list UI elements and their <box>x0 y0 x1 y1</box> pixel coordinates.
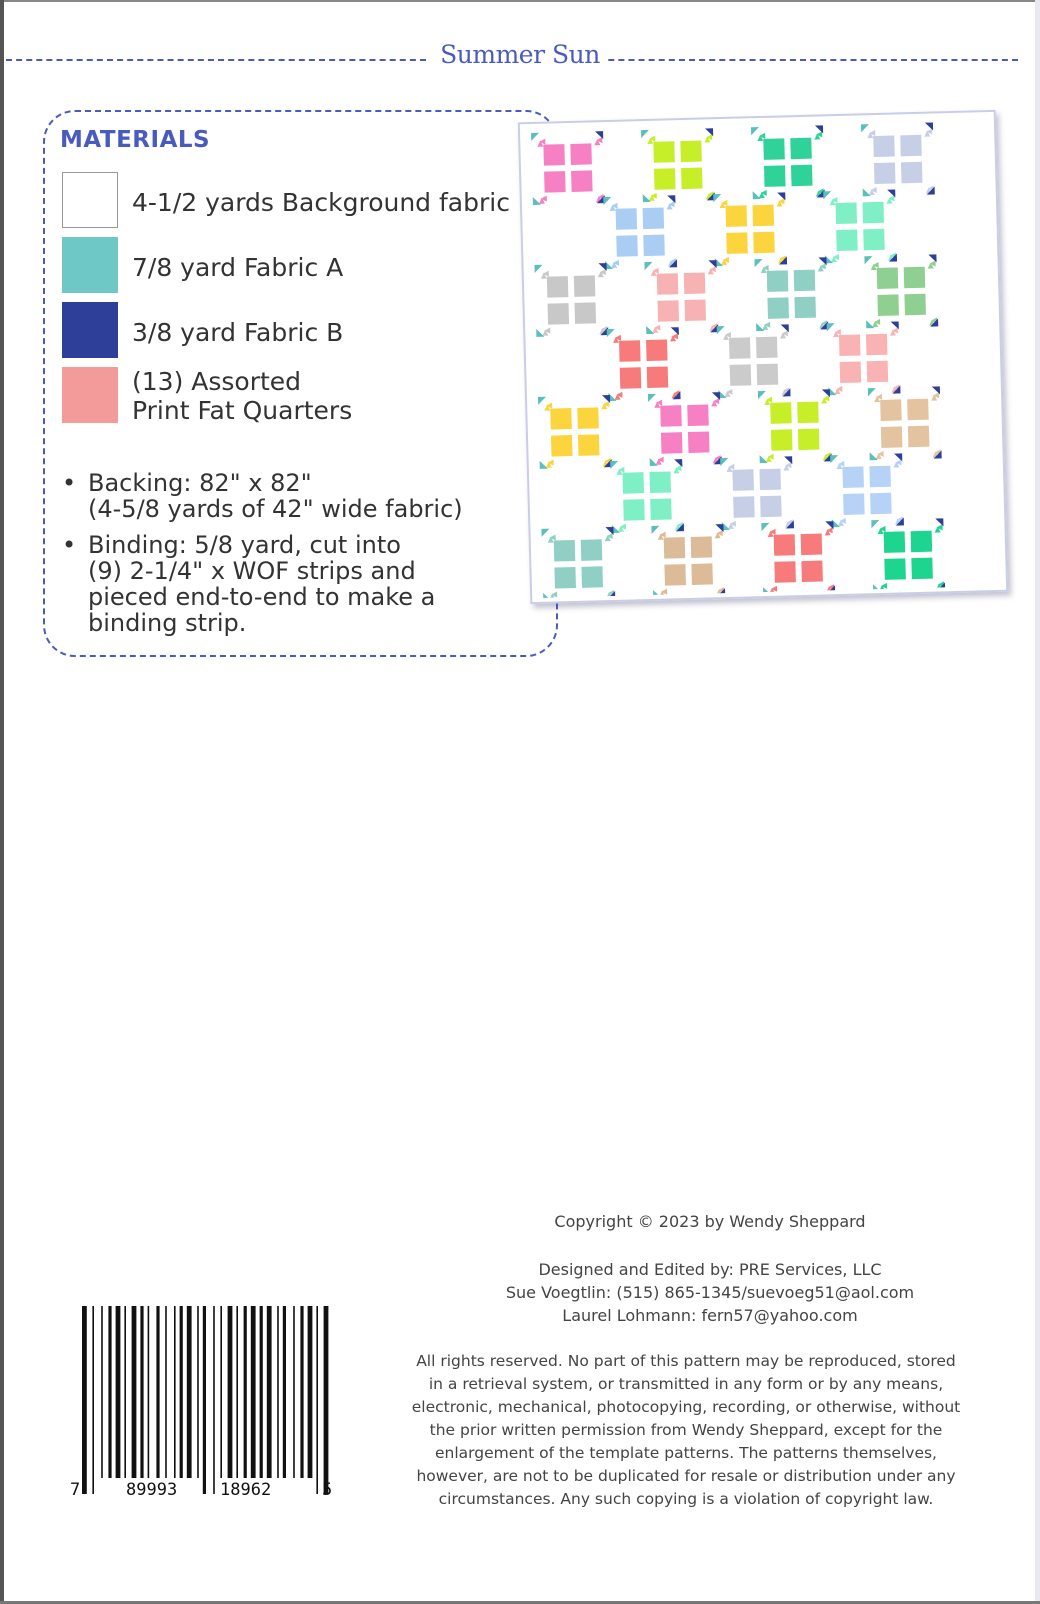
quilt-block <box>861 122 935 196</box>
barcode-bar <box>156 1306 159 1478</box>
barcode-bar <box>92 1306 94 1494</box>
barcode-bar <box>283 1306 286 1478</box>
barcode-bar <box>174 1306 176 1478</box>
quilt-block <box>607 327 681 401</box>
quilt-block <box>644 260 718 334</box>
barcode-bar <box>324 1306 329 1494</box>
quilt-block <box>610 459 684 533</box>
copyright-text: Copyright © 2023 by Wendy Sheppard <box>554 1212 866 1231</box>
quilt-svg <box>520 112 1002 598</box>
materials-notes <box>62 470 542 646</box>
barcode-bar <box>316 1306 318 1494</box>
barcode-group-left: 89993 <box>126 1480 178 1500</box>
quilt-block <box>531 131 605 205</box>
barcode-digit-last: 5 <box>322 1480 333 1500</box>
bullet-backing <box>62 470 542 522</box>
rights-line: however, are not to be duplicated for resale or distribution under any <box>416 1467 956 1485</box>
quilt-block <box>720 456 794 530</box>
barcode-bar <box>82 1306 87 1494</box>
credit-line: Laurel Lohmann: fern57@yahoo.com <box>562 1306 858 1325</box>
quilt-block <box>603 195 677 269</box>
barcode-bar <box>213 1306 215 1494</box>
material-label-line2: Print Fat Quarters <box>132 396 353 425</box>
rights-line: the prior written permission from Wendy Sheppard, except for the <box>429 1421 943 1439</box>
quilt-block <box>864 254 938 328</box>
swatch-fabric-a <box>62 237 118 293</box>
barcode-bar <box>165 1306 167 1478</box>
quilt-block <box>648 392 722 466</box>
bullet-binding <box>62 532 542 636</box>
quilt-block <box>754 257 828 331</box>
quilt-block <box>651 524 725 598</box>
rights-notice <box>376 1350 996 1511</box>
barcode-bar <box>244 1306 247 1478</box>
quilt-block <box>827 321 901 395</box>
credit-line: Sue Voegtlin: (515) 865-1345/suevoeg51@aol.com <box>505 1283 915 1302</box>
swatch-fat-quarters <box>62 367 118 423</box>
barcode-bar <box>228 1306 233 1478</box>
page-edge-top <box>0 0 1040 2</box>
barcode-bar <box>187 1306 192 1478</box>
material-label: (13) Assorted <box>132 367 302 396</box>
barcode-bar <box>300 1306 303 1478</box>
quilt-block <box>761 521 835 595</box>
barcode-bar <box>220 1306 222 1478</box>
quilt-block <box>538 395 612 469</box>
page-edge-left <box>0 0 4 1604</box>
material-label: 3/8 yard Fabric B <box>132 318 344 347</box>
barcode-bar <box>251 1306 256 1478</box>
credits <box>360 1258 1040 1327</box>
bullet-line: (4-5/8 yards of 42" wide fabric) <box>88 495 463 523</box>
barcode-bar <box>293 1306 295 1478</box>
barcode-bar <box>132 1306 137 1478</box>
barcode-bar <box>267 1306 272 1478</box>
quilt-block <box>830 453 904 527</box>
rights-line: enlargement of the template patterns. The patterns themselves, <box>435 1444 937 1462</box>
rights-line: All rights reserved. No part of this pattern may be reproduced, stored <box>416 1352 956 1370</box>
quilt-block <box>868 386 942 460</box>
quilt-block <box>758 389 832 463</box>
quilt-block <box>713 192 787 266</box>
barcode-bar <box>108 1306 111 1478</box>
rights-line: in a retrieval system, or transmitted in any form or by any means, <box>428 1375 944 1393</box>
bullet-line: pieced end-to-end to make a <box>88 583 436 611</box>
barcode-bar <box>124 1306 126 1478</box>
quilt-block <box>535 263 609 337</box>
barcode-bar <box>148 1306 150 1478</box>
quilt-block <box>641 128 715 202</box>
barcode-bar <box>140 1306 143 1478</box>
barcode <box>70 1306 340 1506</box>
barcode-bar <box>101 1306 103 1478</box>
swatch-fabric-b <box>62 302 118 358</box>
credit-line: Designed and Edited by: PRE Services, LLC <box>538 1260 882 1279</box>
rights-line: circumstances. Any such copying is a violation of copyright law. <box>438 1490 934 1508</box>
rights-line: electronic, mechanical, photocopying, recording, or otherwise, without <box>411 1398 961 1416</box>
quilt-illustration <box>518 110 1008 604</box>
barcode-bar <box>308 1306 313 1478</box>
page-title: Summer Sun <box>0 40 1040 69</box>
barcode-bar <box>260 1306 263 1478</box>
materials-title: MATERIALS <box>60 127 211 153</box>
barcode-bars <box>70 1306 340 1506</box>
barcode-bar <box>197 1306 199 1478</box>
quilt-block <box>823 189 897 263</box>
bullet-line: • Binding: 5/8 yard, cut into <box>88 531 401 559</box>
barcode-bar <box>203 1306 206 1494</box>
barcode-bar <box>116 1306 121 1478</box>
quilt-block <box>717 324 791 398</box>
material-label: 4-1/2 yards Background fabric <box>132 188 510 217</box>
barcode-bar <box>277 1306 279 1478</box>
quilt-block <box>871 518 945 592</box>
quilt-block <box>541 527 615 598</box>
page-edge-right <box>1035 0 1040 1604</box>
bullet-line: (9) 2-1/4" x WOF strips and <box>88 557 416 585</box>
quilt-block <box>751 125 825 199</box>
barcode-group-right: 18962 <box>220 1480 272 1500</box>
material-label: 7/8 yard Fabric A <box>132 253 344 282</box>
swatch-background <box>62 172 118 228</box>
barcode-digit-first: 7 <box>70 1480 81 1500</box>
barcode-bar <box>180 1306 183 1478</box>
barcode-bar <box>236 1306 238 1478</box>
bullet-line: binding strip. <box>88 609 247 637</box>
bullet-line: • Backing: 82" x 82" <box>88 469 312 497</box>
